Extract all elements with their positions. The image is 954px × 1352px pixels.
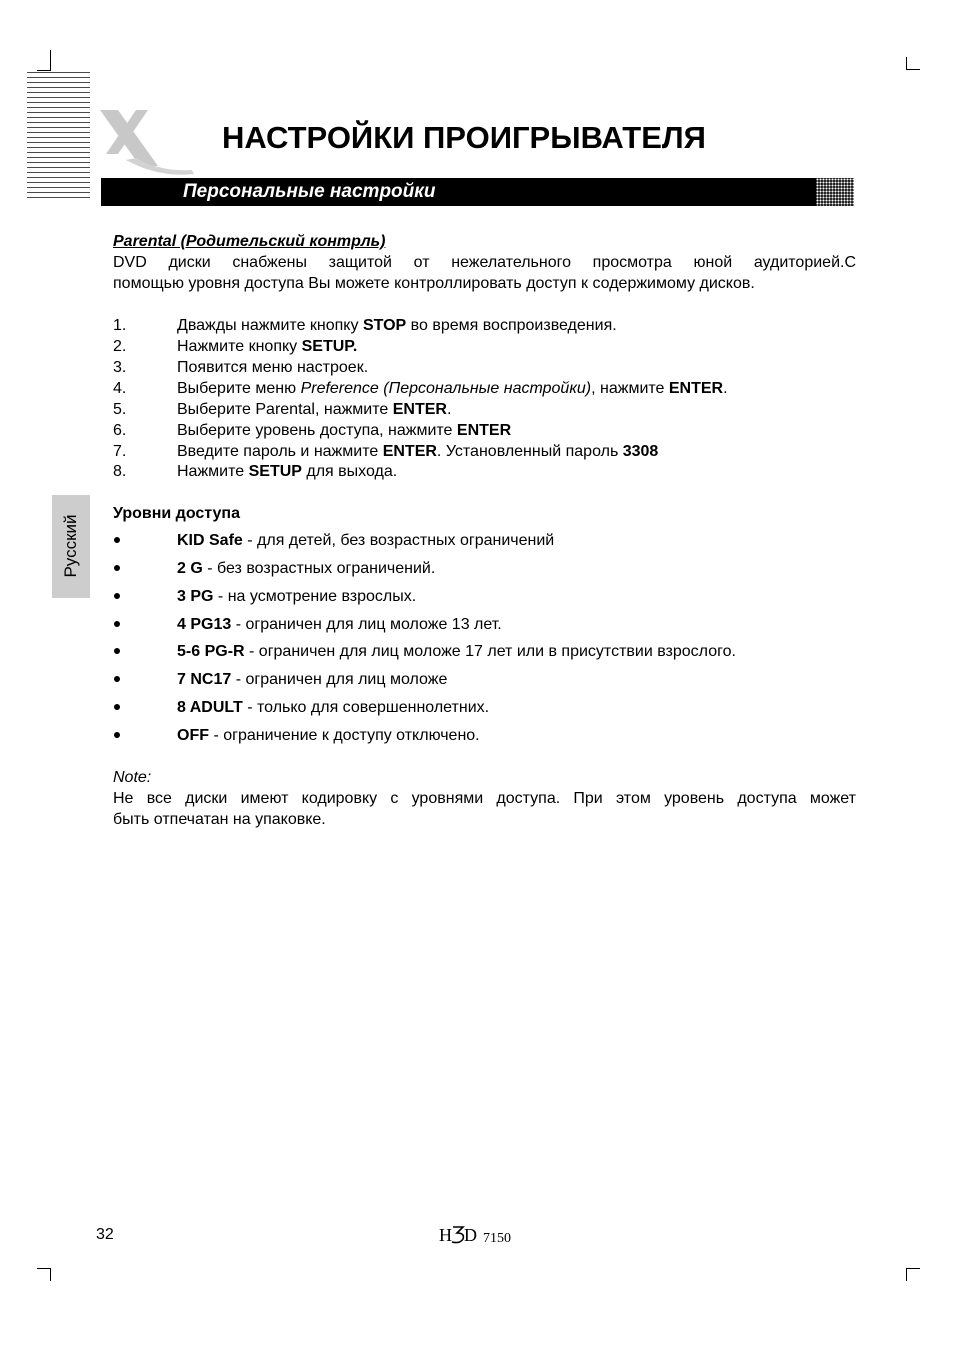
step-text: Появится меню настроек. [177, 359, 369, 376]
level-text: 8 ADULT - только для совершеннолетних. [177, 699, 490, 716]
crop-mark-top-left [50, 50, 51, 70]
step-number: 4. [113, 380, 127, 397]
step-number: 1. [113, 317, 127, 334]
step-number: 7. [113, 443, 127, 460]
step-number: 5. [113, 401, 127, 418]
bullet-icon [114, 732, 120, 738]
bullet-icon [114, 621, 120, 627]
step-number: 6. [113, 422, 127, 439]
step-text: Выберите уровень доступа, нажмите ENTER [177, 422, 512, 439]
section-header-bar [101, 178, 854, 206]
step-number: 8. [113, 463, 127, 480]
crop-mark-bottom-right [906, 1268, 920, 1269]
step-number: 3. [113, 359, 127, 376]
step-text: Введите пароль и нажмите ENTER. Установленный пароль 3308 [177, 443, 659, 460]
decorative-stripes [27, 72, 90, 199]
note-line: быть отпечатан на упаковке. [113, 811, 326, 828]
crop-mark-bottom-left [50, 1268, 51, 1281]
note-label: Note: [113, 769, 152, 786]
level-text: 5-6 PG-R - ограничен для лиц моложе 17 лет или в присутствии взрослого. [177, 643, 736, 660]
page-number: 32 [96, 1226, 114, 1243]
bullet-icon [114, 593, 120, 599]
bullet-icon [114, 565, 120, 571]
crop-mark-top-right [906, 69, 920, 70]
level-text: KID Safe - для детей, без возрастных ограничений [177, 532, 555, 549]
bullet-icon [114, 648, 120, 654]
bullet-icon [114, 537, 120, 543]
step-text: Дважды нажмите кнопку STOP во время воспроизведения. [177, 317, 617, 334]
chapter-title: НАСТРОЙКИ ПРОИГРЫВАТЕЛЯ [222, 120, 706, 155]
crop-mark-bottom-left [37, 1268, 51, 1269]
language-tab [52, 495, 90, 598]
step-text: Выберите меню Preference (Персональные настройки), нажмите ENTER. [177, 380, 728, 397]
level-text: 3 PG - на усмотрение взрослых. [177, 588, 417, 605]
bullet-icon [114, 704, 120, 710]
crop-mark-top-left [37, 70, 51, 71]
note-line: Не все диски имеют кодировку с уровнями доступа. При этом уровень доступа может [113, 790, 856, 807]
step-text: Выберите Parental, нажмите ENTER. [177, 401, 452, 418]
level-text: OFF - ограничение к доступу отключено. [177, 727, 480, 744]
brand-x-logo [96, 108, 196, 178]
model-logo [439, 1223, 519, 1247]
levels-heading: Уровни доступа [113, 505, 240, 522]
level-text: 7 NC17 - ограничен для лиц моложе [177, 671, 448, 688]
svg-text:7150: 7150 [483, 1231, 511, 1246]
level-text: 4 PG13 - ограничен для лиц моложе 13 лет. [177, 616, 502, 633]
language-tab-label: Русский [61, 514, 80, 578]
bullet-icon [114, 676, 120, 682]
level-text: 2 G - без возрастных ограничений. [177, 560, 436, 577]
step-number: 2. [113, 338, 127, 355]
section-bar-hatch [816, 178, 854, 206]
parental-heading: Parental (Родительский контрль) [113, 233, 386, 250]
crop-mark-bottom-right [906, 1268, 907, 1281]
section-title: Персональные настройки [183, 181, 436, 202]
svg-text:D: D [464, 1225, 477, 1245]
intro-line: помощью уровня доступа Вы можете контроллировать доступ к содержимому дисков. [113, 275, 755, 292]
step-text: Нажмите SETUP для выхода. [177, 463, 398, 480]
svg-text:H: H [439, 1225, 452, 1245]
step-text: Нажмите кнопку SETUP. [177, 338, 358, 355]
intro-line: DVD диски снабжены защитой от нежелательного просмотра юной аудиторией.С [113, 254, 856, 271]
